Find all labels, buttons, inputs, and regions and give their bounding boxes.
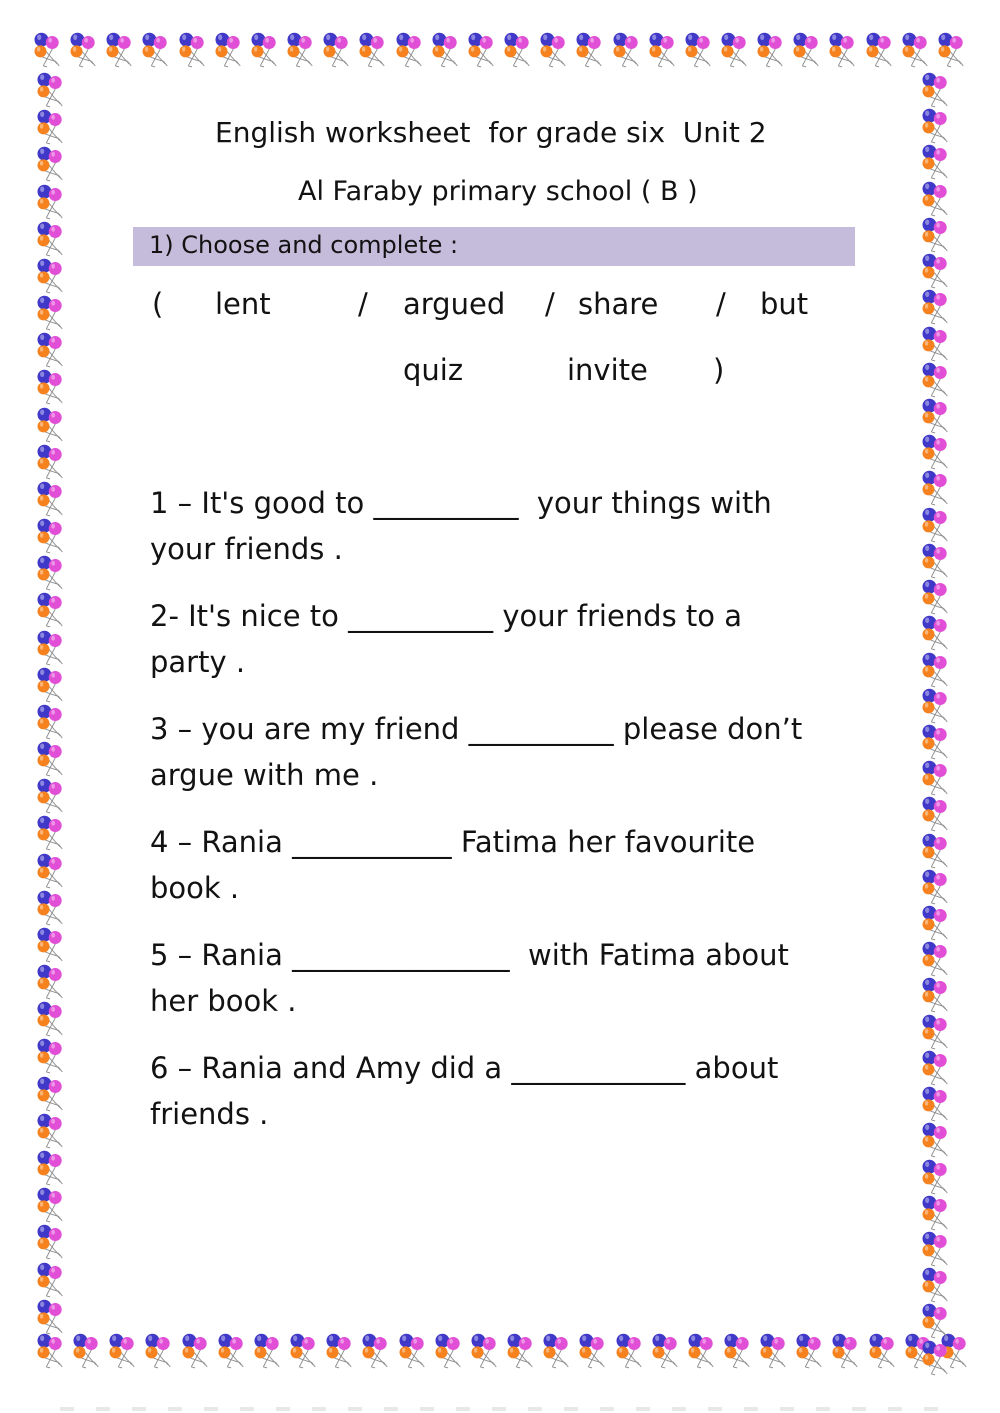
balloon-cluster-icon — [214, 32, 244, 68]
balloon-cluster-icon — [648, 32, 678, 68]
balloon-cluster-icon — [921, 977, 951, 1013]
balloon-cluster-icon — [921, 1014, 951, 1050]
question-4-line-2: book . — [150, 871, 240, 905]
balloon-cluster-icon — [36, 890, 66, 926]
balloon-cluster-icon — [921, 688, 951, 724]
balloon-cluster-icon — [36, 1262, 66, 1298]
balloon-cluster-icon — [612, 32, 642, 68]
balloon-cluster-icon — [434, 1333, 464, 1369]
question-5-line-2: her book . — [150, 984, 297, 1018]
balloon-cluster-icon — [36, 221, 66, 257]
balloon-cluster-icon — [361, 1333, 391, 1369]
question-1-line-1: 1 – It's good to __________ your things with — [150, 486, 772, 520]
balloon-cluster-icon — [921, 833, 951, 869]
balloon-cluster-icon — [828, 32, 858, 68]
balloon-cluster-icon — [36, 444, 66, 480]
balloon-cluster-icon — [36, 146, 66, 182]
balloon-cluster-icon — [72, 1333, 102, 1369]
balloon-cluster-icon — [36, 109, 66, 145]
balloon-cluster-icon — [398, 1333, 428, 1369]
balloon-cluster-icon — [720, 32, 750, 68]
question-3-line-2: argue with me . — [150, 758, 379, 792]
balloon-cluster-icon — [921, 1122, 951, 1158]
balloon-cluster-icon — [69, 32, 99, 68]
balloon-cluster-icon — [36, 369, 66, 405]
word-bank-word-argued: argued — [403, 287, 506, 321]
balloon-cluster-icon — [831, 1333, 861, 1369]
balloon-cluster-icon — [921, 72, 951, 108]
balloon-cluster-icon — [253, 1333, 283, 1369]
balloon-cluster-icon — [795, 1333, 825, 1369]
question-6-line-2: friends . — [150, 1097, 269, 1131]
balloon-border-bottom — [36, 1333, 970, 1371]
balloon-cluster-icon — [286, 32, 316, 68]
balloon-cluster-icon — [141, 32, 171, 68]
balloon-cluster-icon — [921, 326, 951, 362]
balloon-cluster-icon — [921, 615, 951, 651]
balloon-cluster-icon — [921, 1086, 951, 1122]
word-bank-close-paren: ) — [713, 353, 725, 387]
balloon-cluster-icon — [921, 1267, 951, 1303]
balloon-cluster-icon — [36, 1038, 66, 1074]
balloon-cluster-icon — [36, 1299, 66, 1335]
balloon-cluster-icon — [33, 32, 63, 68]
balloon-cluster-icon — [578, 1333, 608, 1369]
balloon-cluster-icon — [36, 518, 66, 554]
bottom-edge-artifact — [60, 1407, 940, 1411]
balloon-cluster-icon — [921, 1050, 951, 1086]
balloon-cluster-icon — [921, 1303, 951, 1339]
balloon-cluster-icon — [36, 407, 66, 443]
question-3-line-1: 3 – you are my friend __________ please don’t — [150, 712, 803, 746]
word-bank-separator: / — [545, 287, 555, 321]
balloon-cluster-icon — [542, 1333, 572, 1369]
school-name: Al Faraby primary school ( B ) — [298, 176, 698, 207]
balloon-cluster-icon — [36, 481, 66, 517]
balloon-cluster-icon — [921, 1195, 951, 1231]
balloon-cluster-icon — [921, 144, 951, 180]
balloon-cluster-icon — [651, 1333, 681, 1369]
balloon-cluster-icon — [36, 741, 66, 777]
section-heading-bar — [133, 227, 855, 266]
balloon-cluster-icon — [467, 32, 497, 68]
balloon-cluster-icon — [105, 32, 135, 68]
balloon-cluster-icon — [921, 108, 951, 144]
balloon-cluster-icon — [865, 32, 895, 68]
balloon-cluster-icon — [921, 1340, 951, 1376]
balloon-border-left — [36, 72, 70, 1335]
word-bank-word-invite: invite — [567, 353, 648, 387]
balloon-cluster-icon — [36, 778, 66, 814]
word-bank-word-but: but — [760, 287, 809, 321]
balloon-cluster-icon — [289, 1333, 319, 1369]
balloon-cluster-icon — [921, 796, 951, 832]
balloon-cluster-icon — [921, 470, 951, 506]
balloon-cluster-icon — [36, 815, 66, 851]
balloon-cluster-icon — [921, 652, 951, 688]
balloon-cluster-icon — [36, 1001, 66, 1037]
balloon-cluster-icon — [36, 1187, 66, 1223]
balloon-cluster-icon — [431, 32, 461, 68]
balloon-cluster-icon — [36, 964, 66, 1000]
balloon-cluster-icon — [921, 362, 951, 398]
balloon-cluster-icon — [36, 184, 66, 220]
question-2-line-2: party . — [150, 645, 246, 679]
word-bank-word-lent: lent — [215, 287, 271, 321]
balloon-cluster-icon — [36, 1076, 66, 1112]
question-5-line-1: 5 – Rania _______________ with Fatima about — [150, 938, 789, 972]
balloon-cluster-icon — [36, 704, 66, 740]
word-bank-word-share: share — [578, 287, 659, 321]
balloon-cluster-icon — [539, 32, 569, 68]
balloon-border-top — [33, 32, 967, 70]
balloon-cluster-icon — [36, 332, 66, 368]
balloon-cluster-icon — [36, 1224, 66, 1260]
balloon-cluster-icon — [36, 258, 66, 294]
balloon-cluster-icon — [181, 1333, 211, 1369]
balloon-cluster-icon — [36, 555, 66, 591]
word-bank-separator: / — [716, 287, 726, 321]
balloon-cluster-icon — [723, 1333, 753, 1369]
balloon-cluster-icon — [325, 1333, 355, 1369]
balloon-cluster-icon — [575, 32, 605, 68]
balloon-cluster-icon — [615, 1333, 645, 1369]
balloon-cluster-icon — [108, 1333, 138, 1369]
balloon-cluster-icon — [358, 32, 388, 68]
balloon-cluster-icon — [250, 32, 280, 68]
question-2-line-1: 2- It's nice to __________ your friends to a — [150, 599, 743, 633]
balloon-cluster-icon — [36, 667, 66, 703]
balloon-cluster-icon — [921, 507, 951, 543]
balloon-cluster-icon — [921, 579, 951, 615]
balloon-cluster-icon — [687, 1333, 717, 1369]
balloon-cluster-icon — [921, 941, 951, 977]
balloon-cluster-icon — [759, 1333, 789, 1369]
balloon-cluster-icon — [756, 32, 786, 68]
word-bank-word-quiz: quiz — [403, 353, 464, 387]
balloon-cluster-icon — [395, 32, 425, 68]
balloon-cluster-icon — [868, 1333, 898, 1369]
balloon-cluster-icon — [921, 1159, 951, 1195]
question-6-line-1: 6 – Rania and Amy did a ____________ about — [150, 1051, 779, 1085]
balloon-cluster-icon — [921, 217, 951, 253]
balloon-border-right — [921, 72, 955, 1376]
balloon-cluster-icon — [921, 253, 951, 289]
balloon-cluster-icon — [217, 1333, 247, 1369]
balloon-cluster-icon — [36, 295, 66, 331]
balloon-cluster-icon — [36, 1113, 66, 1149]
balloon-cluster-icon — [36, 72, 66, 108]
balloon-cluster-icon — [921, 434, 951, 470]
balloon-cluster-icon — [36, 1333, 66, 1369]
balloon-cluster-icon — [503, 32, 533, 68]
balloon-cluster-icon — [921, 1231, 951, 1267]
balloon-cluster-icon — [921, 869, 951, 905]
balloon-cluster-icon — [178, 32, 208, 68]
balloon-cluster-icon — [506, 1333, 536, 1369]
balloon-cluster-icon — [937, 32, 967, 68]
question-1-line-2: your friends . — [150, 532, 343, 566]
balloon-cluster-icon — [144, 1333, 174, 1369]
balloon-cluster-icon — [322, 32, 352, 68]
balloon-cluster-icon — [36, 853, 66, 889]
balloon-cluster-icon — [684, 32, 714, 68]
balloon-cluster-icon — [792, 32, 822, 68]
balloon-cluster-icon — [921, 760, 951, 796]
balloon-cluster-icon — [921, 543, 951, 579]
balloon-cluster-icon — [921, 905, 951, 941]
balloon-cluster-icon — [36, 592, 66, 628]
balloon-cluster-icon — [921, 724, 951, 760]
balloon-cluster-icon — [921, 289, 951, 325]
balloon-cluster-icon — [36, 927, 66, 963]
balloon-cluster-icon — [901, 32, 931, 68]
question-4-line-1: 4 – Rania ___________ Fatima her favourite — [150, 825, 756, 859]
balloon-cluster-icon — [921, 181, 951, 217]
word-bank-open-paren: ( — [152, 287, 164, 321]
balloon-cluster-icon — [921, 398, 951, 434]
balloon-cluster-icon — [36, 630, 66, 666]
worksheet-title: English worksheet for grade six Unit 2 — [215, 116, 767, 149]
balloon-cluster-icon — [36, 1150, 66, 1186]
balloon-cluster-icon — [470, 1333, 500, 1369]
word-bank-separator: / — [358, 287, 368, 321]
section-heading: 1) Choose and complete : — [149, 231, 459, 259]
